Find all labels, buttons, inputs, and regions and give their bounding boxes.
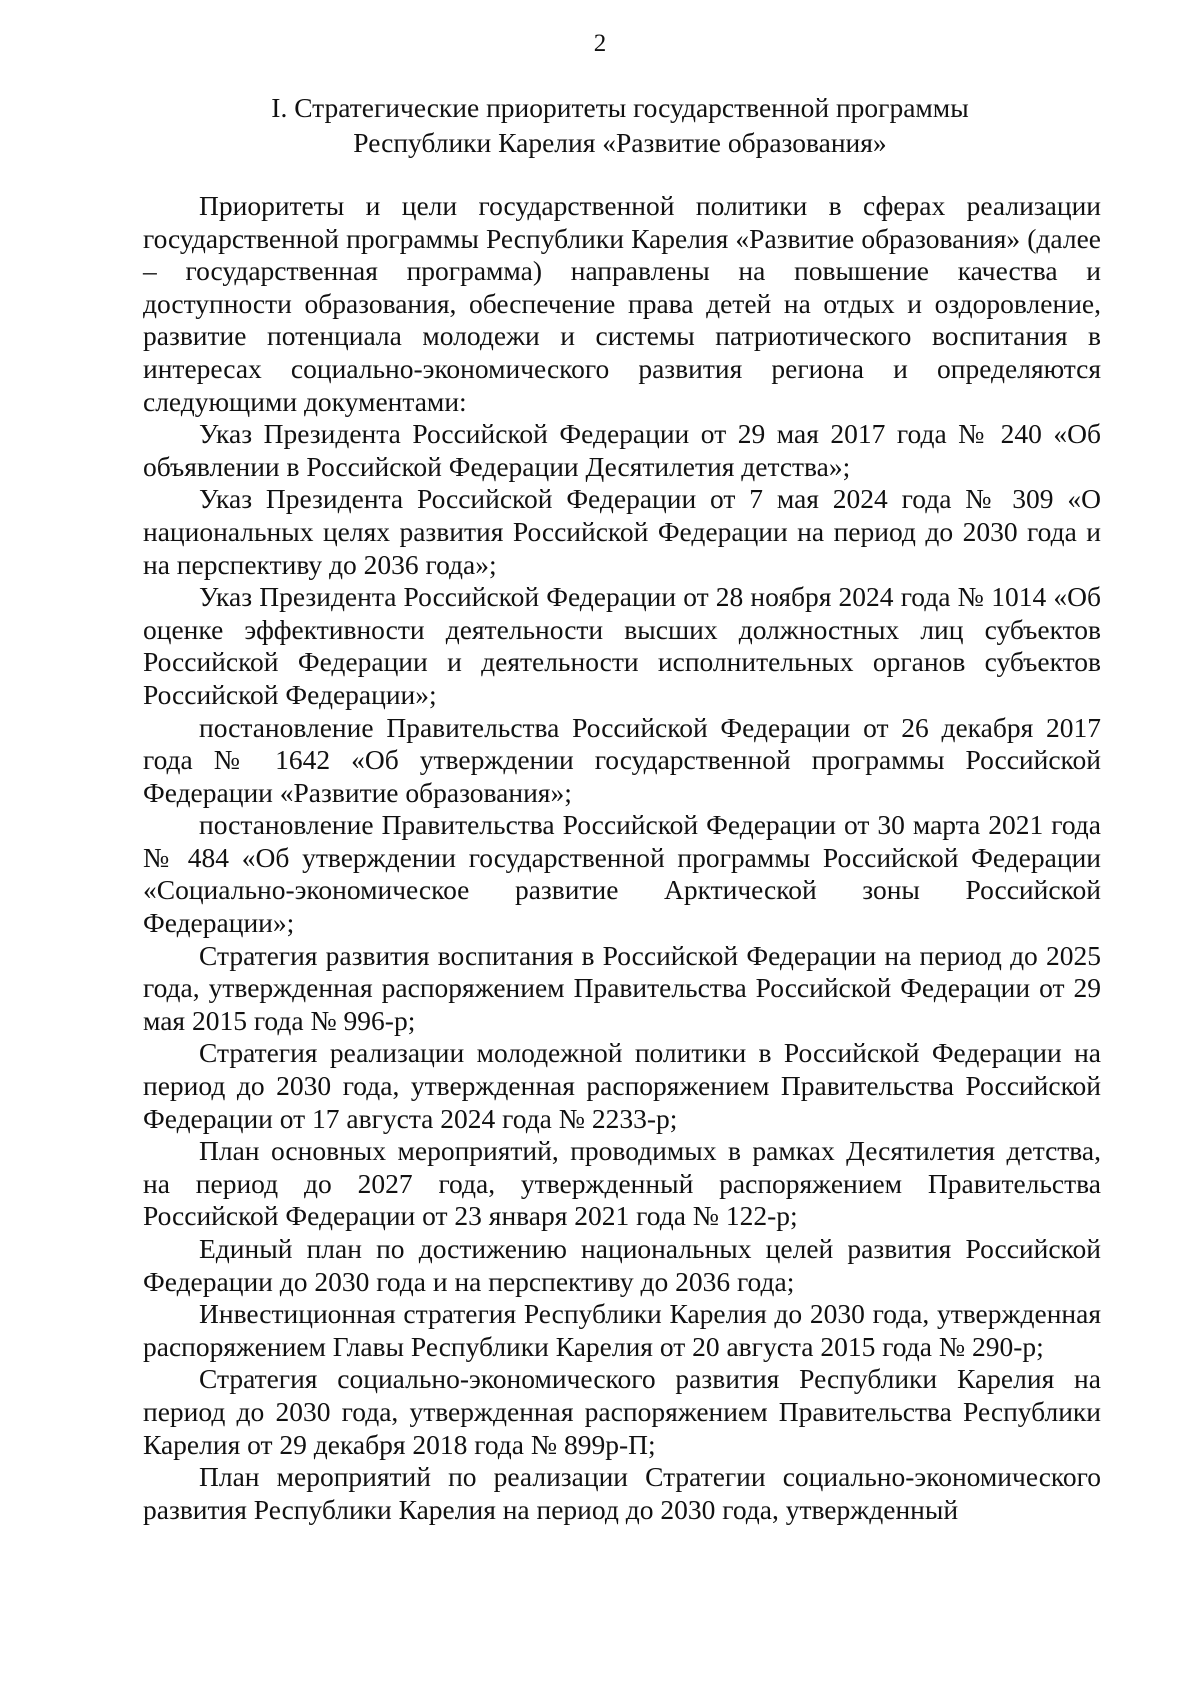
paragraph-plan-childhood-decade: План основных мероприятий, проводимых в рамках Десятилетия детства, на период до 2027 года, утвержденный распоряжением Правительства Российской Федерации от 23 января 2021 года № 122-р; xyxy=(143,1135,1101,1232)
paragraph-ukaz-309: Указ Президента Российской Федерации от 7 мая 2024 года № 309 «О национальных целях развития Российской Федерации на период до 2030 года и на перспективу до 2036 года»; xyxy=(143,483,1101,580)
paragraph-socioeconomic-strategy: Стратегия социально-экономического развития Республики Карелия на период до 2030 года, утвержденная распоряжением Правительства Республики Карелия от 29 декабря 2018 года № 899р-П; xyxy=(143,1363,1101,1460)
page-number: 2 xyxy=(593,30,607,57)
paragraph-postanovlenie-1642: постановление Правительства Российской Федерации от 26 декабря 2017 года № 1642 «Об утверждении государственной программы Российской Федерации «Развитие образования»; xyxy=(143,711,1101,808)
paragraph-intro: Приоритеты и цели государственной политики в сферах реализации государственной программы Республики Карелия «Развитие образования» (далее – государственная программа) направлены на повышение качества и доступности образования, обеспечение права детей на отдых и оздоровление, развитие потенциала молодежи и системы патриотического воспитания в интересах социально-экономического развития региона и определяются следующими документами: xyxy=(143,190,1101,417)
section-title-line-2: Республики Карелия «Развитие образования» xyxy=(353,127,887,158)
paragraph-postanovlenie-484: постановление Правительства Российской Федерации от 30 марта 2021 года № 484 «Об утверждении государственной программы Российской Федерации «Социально-экономическое развитие Арктической зоны Российской Федерации»; xyxy=(143,809,1101,939)
section-title-line-1: I. Стратегические приоритеты государственной программы xyxy=(271,92,969,123)
paragraph-ukaz-1014: Указ Президента Российской Федерации от 28 ноября 2024 года № 1014 «Об оценке эффективности деятельности высших должностных лиц субъектов Российской Федерации и деятельности исполнительных органов субъектов Российской Федерации»; xyxy=(143,581,1101,710)
paragraph-investment-strategy: Инвестиционная стратегия Республики Карелия до 2030 года, утвержденная распоряжением Главы Республики Карелия от 20 августа 2015 года № 290-р; xyxy=(143,1298,1101,1362)
paragraph-strategy-upbringing: Стратегия развития воспитания в Российской Федерации на период до 2025 года, утвержденная распоряжением Правительства Российской Федерации от 29 мая 2015 года № 996-р; xyxy=(143,939,1101,1036)
section-title xyxy=(140,90,1100,160)
paragraph-ukaz-240: Указ Президента Российской Федерации от 29 мая 2017 года № 240 «Об объявлении в Российской Федерации Десятилетия детства»; xyxy=(143,418,1101,482)
paragraph-action-plan: План мероприятий по реализации Стратегии социально-экономического развития Республики Карелия на период до 2030 года, утвержденный xyxy=(143,1461,1101,1525)
paragraph-strategy-youth: Стратегия реализации молодежной политики в Российской Федерации на период до 2030 года, утвержденная распоряжением Правительства Российской Федерации от 17 августа 2024 года № 2233-р; xyxy=(143,1037,1101,1134)
paragraph-unified-plan: Единый план по достижению национальных целей развития Российской Федерации до 2030 года и на перспективу до 2036 года; xyxy=(143,1233,1101,1297)
document-body xyxy=(143,190,1101,1526)
